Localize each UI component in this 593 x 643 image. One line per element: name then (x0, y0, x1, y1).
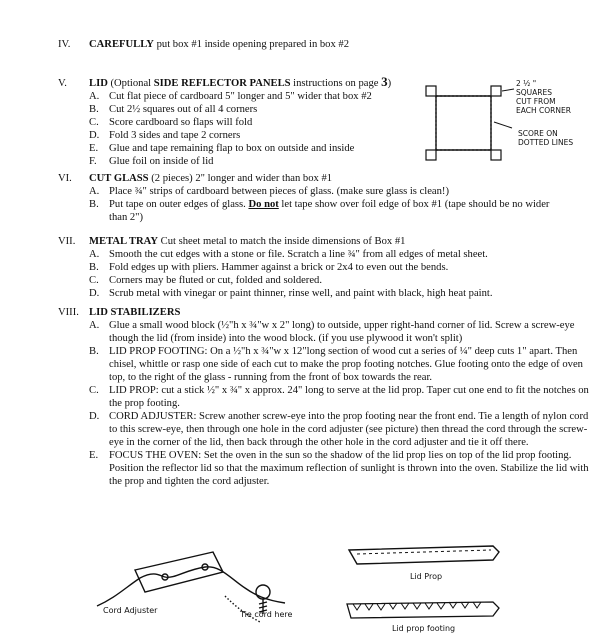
section-v-heading (58, 75, 418, 90)
list-item (89, 116, 418, 129)
item-text: let tape show over foil edge of box #1 (tape should be no wider than 2") (109, 199, 550, 223)
section-heading-text: instructions on page (290, 78, 382, 89)
section-number: VIII. (58, 307, 79, 318)
section-iv (58, 38, 578, 51)
section-v (58, 75, 418, 168)
item-letter: C. (89, 117, 99, 128)
section-viii-list (89, 319, 589, 488)
section-vii (58, 235, 578, 300)
cord-adjuster-drawing (95, 548, 345, 638)
list-item (89, 384, 589, 410)
lid-diagram (418, 78, 578, 168)
section-heading-bold: SIDE REFLECTOR PANELS (153, 78, 291, 89)
item-text: Cut 2½ squares out of all 4 corners (109, 104, 258, 115)
section-title: METAL TRAY (89, 236, 158, 247)
item-letter: E. (89, 143, 99, 154)
item-text: Glue and tape remaining flap to box on outside and inside (109, 143, 355, 154)
item-letter: B. (89, 262, 99, 273)
section-vi-heading (58, 172, 568, 185)
item-text: Fold 3 sides and tape 2 corners (109, 130, 241, 141)
lid-prop-caption: Lid Prop (410, 572, 443, 581)
item-letter: E. (89, 450, 99, 461)
item-letter: C. (89, 275, 99, 286)
item-text: Glue foil on inside of lid (109, 156, 214, 167)
item-text: Smooth the cut edges with a stone or file. Scratch a line ¾" from all edges of metal sheet. (109, 249, 488, 260)
item-letter: C. (89, 385, 99, 396)
item-text: Glue a small wood block (½"h x ¾"w x 2" long) to outside, upper right-hand corner of lid. Screw a screw-eye though the lid (from inside) into the wood block. (if you use plywood it won't split) (109, 320, 575, 344)
diagram-label-line: EACH CORNER (516, 106, 571, 115)
item-letter: B. (89, 199, 99, 210)
item-letter: D. (89, 411, 100, 422)
list-item (89, 248, 578, 261)
list-item (89, 449, 589, 488)
item-text: FOCUS THE OVEN: Set the oven in the sun so the shadow of the lid prop lies on top of the lid prop footing. Position the reflector lid so that the maximum reflection of sunlight is thrown into the oven. Stabilize the lid with the prop and tighten the cord adjuster. (109, 450, 589, 487)
section-heading-text: (2 pieces) 2" longer and wider than box #1 (148, 173, 333, 184)
item-letter: B. (89, 104, 99, 115)
section-v-list (89, 90, 418, 168)
item-text: Score cardboard so flaps will fold (109, 117, 253, 128)
item-letter: D. (89, 130, 100, 141)
tie-cord-caption: Tie cord here (240, 610, 293, 619)
item-letter: D. (89, 288, 100, 299)
list-item (89, 261, 578, 274)
item-text: LID PROP: cut a stick ½" x ¾" x approx. 24" long to serve at the lid prop. Taper cut one end to fit the notches on the prop footing. (109, 385, 589, 409)
list-item (89, 345, 589, 384)
section-vii-list (89, 248, 578, 300)
section-viii (58, 306, 589, 488)
section-number: V. (58, 78, 67, 89)
list-item (89, 185, 568, 198)
diagram-label-line: SCORE ON (518, 129, 558, 138)
diagram-label-line: SQUARES (516, 88, 552, 97)
item-letter: B. (89, 346, 99, 357)
lid-prop-drawing (345, 540, 505, 570)
lid-prop-footing-caption: Lid prop footing (392, 624, 456, 633)
list-item (89, 155, 418, 168)
section-vii-heading (58, 235, 578, 248)
diagram-label-line: CUT FROM (516, 97, 556, 106)
cord-adjuster-caption: Cord Adjuster (103, 606, 158, 615)
list-item (89, 198, 568, 224)
item-text: Corners may be fluted or cut, folded and soldered. (109, 275, 322, 286)
list-item (89, 319, 589, 345)
section-title: CAREFULLY (89, 39, 154, 50)
item-letter: A. (89, 249, 100, 260)
item-letter: F. (89, 156, 97, 167)
lid-prop-footing-drawing (343, 598, 503, 622)
section-number: IV. (58, 39, 71, 50)
section-title: LID STABILIZERS (89, 307, 181, 318)
list-item (89, 90, 418, 103)
section-iv-heading (58, 38, 578, 51)
section-vi-list (89, 185, 568, 224)
section-vi (58, 172, 568, 224)
item-text: Cut flat piece of cardboard 5" longer and 5" wider that box #2 (109, 91, 372, 102)
list-item (89, 274, 578, 287)
list-item (89, 129, 418, 142)
list-item (89, 142, 418, 155)
section-title: LID (89, 78, 108, 89)
item-letter: A. (89, 186, 100, 197)
diagram-label-line: 2 ½ " (516, 79, 537, 88)
item-letter: A. (89, 320, 100, 331)
section-viii-heading (58, 306, 589, 319)
diagram-label-line: DOTTED LINES (518, 138, 574, 147)
item-letter: A. (89, 91, 100, 102)
section-heading-text: ) (387, 78, 392, 89)
item-text: CORD ADJUSTER: Screw another screw-eye into the prop footing near the front end. Tie a length of nylon cord to this screw-eye, then through one hole in the cord adjuster (see picture) then thread the cord through the screw-eye in the corner of the lid, then back through the other hole in the cord adjuster and tie it off there. (109, 411, 589, 448)
item-text: Put tape on outer edges of glass. (109, 199, 249, 210)
section-heading-text: (Optional (107, 78, 154, 89)
section-number: VII. (58, 236, 76, 247)
section-number: VI. (58, 173, 72, 184)
page-number: 3 (381, 74, 388, 89)
list-item (89, 410, 589, 449)
section-heading-text: put box #1 inside opening prepared in box #2 (153, 39, 350, 50)
item-emphasis: Do not (248, 199, 279, 210)
list-item (89, 103, 418, 116)
list-item (89, 287, 578, 300)
item-text: Fold edges up with pliers. Hammer against a brick or 2x4 to even out the bends. (109, 262, 449, 273)
item-text: LID PROP FOOTING: On a ½"h x ¾"w x 12"long section of wood cut a series of ¼" deep cuts 1" apart. Then chisel, whittle or rasp one side of each cut to make the prop footing notches. Glue footing onto the edge of oven top, to the right of the glass - running from the front of box towards the rear. (109, 346, 583, 383)
section-heading-text: Cut sheet metal to match the inside dimensions of Box #1 (157, 236, 406, 247)
item-text: Place ¾" strips of cardboard between pieces of glass. (make sure glass is clean!) (109, 186, 449, 197)
section-title: CUT GLASS (89, 173, 149, 184)
item-text: Scrub metal with vinegar or paint thinner, rinse well, and paint with black, high heat paint. (109, 288, 493, 299)
